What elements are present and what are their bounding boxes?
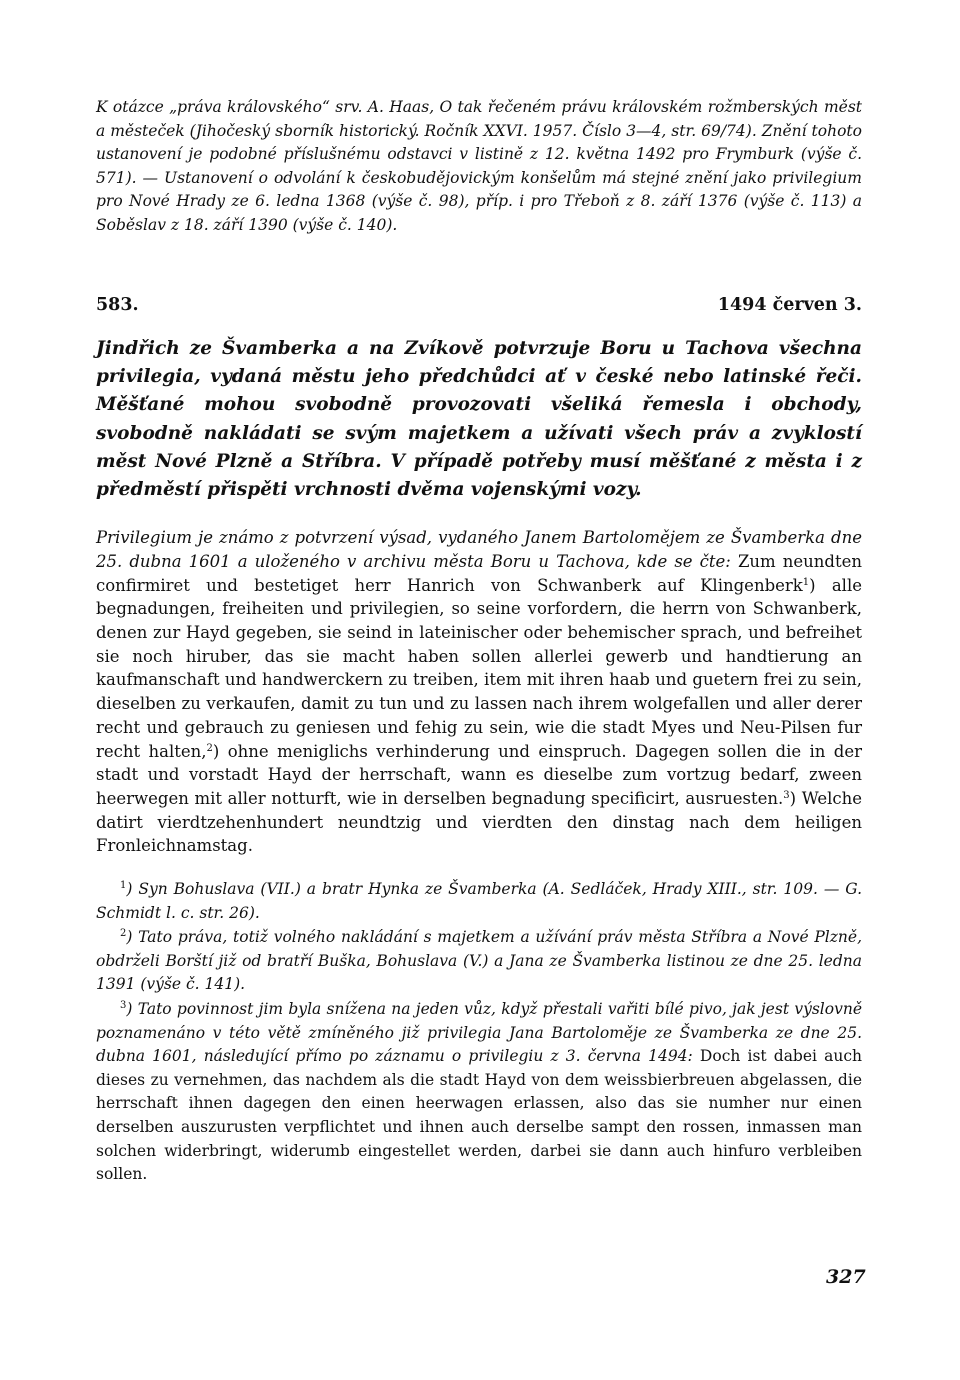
page-number: 327 xyxy=(826,1266,866,1288)
footnotes xyxy=(96,878,862,1187)
footnote-quote: Doch ist dabei auch dieses zu vernehmen, das nachdem als die stadt Hayd von dem weissbierbreuen abgelassen, die herrschaft ihnen dagegen den einen heerwagen erlassen, also das sie numher nur einen derselben auszurusten verpflichtet und ihnen auch derselbe sampt den rossen, inmassen man solchen widerbringt, widerumb eingestellet werden, darbei sie dann auch hinfuro verbleiben sollen. xyxy=(96,1047,863,1184)
footnote-ref-2: 2 xyxy=(206,742,213,754)
entry-header xyxy=(96,295,862,315)
intro-paragraph: K otázce „práva královského“ srv. A. Haas, O tak řečeném právu královském rožmberských měst a městeček (Jihočeský sborník historický. Ročník XXVI. 1957. Číslo 3—4, str. 69/74). Znění tohoto ustanovení je podobné příslušnému odstavci v listině z 12. května 1492 pro Frymburk (výše č. 571). — Ustanovení o odvolání k českobudějovickým konšelům má stejné znění jako privilegium pro Nové Hrady ze 6. ledna 1368 (výše č. 98), příp. i pro Třeboň z 8. září 1376 (výše č. 113) a Soběslav z 18. září 1390 (výše č. 140). xyxy=(96,98,862,234)
footnote-text: ) Tato povinnost jim byla snížena na jeden vůz, když přestali vařiti bílé pivo, jak jest výslovně poznamenáno v této větě zmíněného již privilegia Jana Bartoloměje ze Švamberka ze dne 25. dubna 1601, následující přímo po záznamu o privilegiu z 3. června 1494: xyxy=(96,1000,862,1066)
source-lead: Privilegium je známo z potvrzení výsad, vydaného Janem Bartolomějem ze Švamberka dne 25. dubna 1601 a uloženého v archivu města Boru u Tachova, kde se čte: xyxy=(96,528,862,571)
entry-date: 1494 červen 3. xyxy=(717,295,862,315)
footnote-1 xyxy=(96,878,862,925)
footnote-mark: 1 xyxy=(120,880,127,892)
entry-number: 583. xyxy=(96,295,139,315)
page-content xyxy=(96,96,862,1188)
footnote-text: ) Tato práva, totiž volného nakládání s majetkem a užívání práv města Stříbra a Nové Plzně, obdrželi Borští již od bratří Buška, Bohuslava (V.) a Jana ze Švamberka listinou ze dne 25. ledna 1391 (výše č. 141). xyxy=(96,928,862,994)
footnote-mark: 3 xyxy=(120,1000,127,1012)
source-text-part-3: ) ohne meniglichs verhinderung und einspruch. Dagegen sollen die in der stadt und vorstadt Hayd der herrschaft, wann es dieselbe zum vortzug bedarf, zween heerwegen mit aller notturft, wie in derselben begnadung specificirt, ausruesten. xyxy=(96,741,862,808)
footnote-ref-3: 3 xyxy=(783,789,790,801)
source-text-part-2: ) alle begnadungen, freiheiten und privilegien, so seine vorfordern, die herrn von Schwanberk, denen zur Hayd gegeben, sie seind in lateinischer oder behemischer sprach, und befreihet sie noch hiruber, das sie macht haben sollen allerlei gewerb und handtierung an kaufmanschaft und handwerckern zu treiben, item mit ihren haab und guetern frei zu sein, dieselben zu verkaufen, damit zu tun und zu lassen nach ihrem wolgefallen und aller derer recht und gebrauch zu geniesen und fehig zu sein, wie die stadt Myes und Neu-Pilsen fur recht halten, xyxy=(96,575,862,761)
regest-summary: Jindřich ze Švamberka a na Zvíkově potvrzuje Boru u Tachova všechna privilegia, vydaná městu jeho předchůdci ať v české nebo latinské řeči. Měšťané mohou svobodně provozovati všeliká řemesla i obchody, svobodně nakládati se svým majetkem a užívati všech práv a zvyklostí měst Nové Plzně a Stříbra. V případě potřeby musí měšťané z města i z předměstí přispěti vrchnosti dvěma vojenskými vozy. xyxy=(96,338,862,501)
source-text-part-1: Zum neundten confirmiret und bestetiget herr Hanrich von Schwanberk auf Klingenberk xyxy=(96,551,862,595)
footnote-ref-1: 1 xyxy=(802,576,810,588)
footnote-mark: 2 xyxy=(120,928,127,940)
footnote-text: ) Syn Bohuslava (VII.) a bratr Hynka ze Švamberka (A. Sedláček, Hrady XIII., str. 109. — G. Schmidt l. c. str. 26). xyxy=(96,880,862,922)
source-text xyxy=(96,526,862,858)
footnote-2 xyxy=(96,926,862,997)
footnote-3 xyxy=(96,998,862,1187)
source-text-part-4: ) Welche datirt vierdtzehenhundert neundtzig und vierdten den dinstag nach dem heiligen Fronleichnamstag. xyxy=(96,788,862,856)
